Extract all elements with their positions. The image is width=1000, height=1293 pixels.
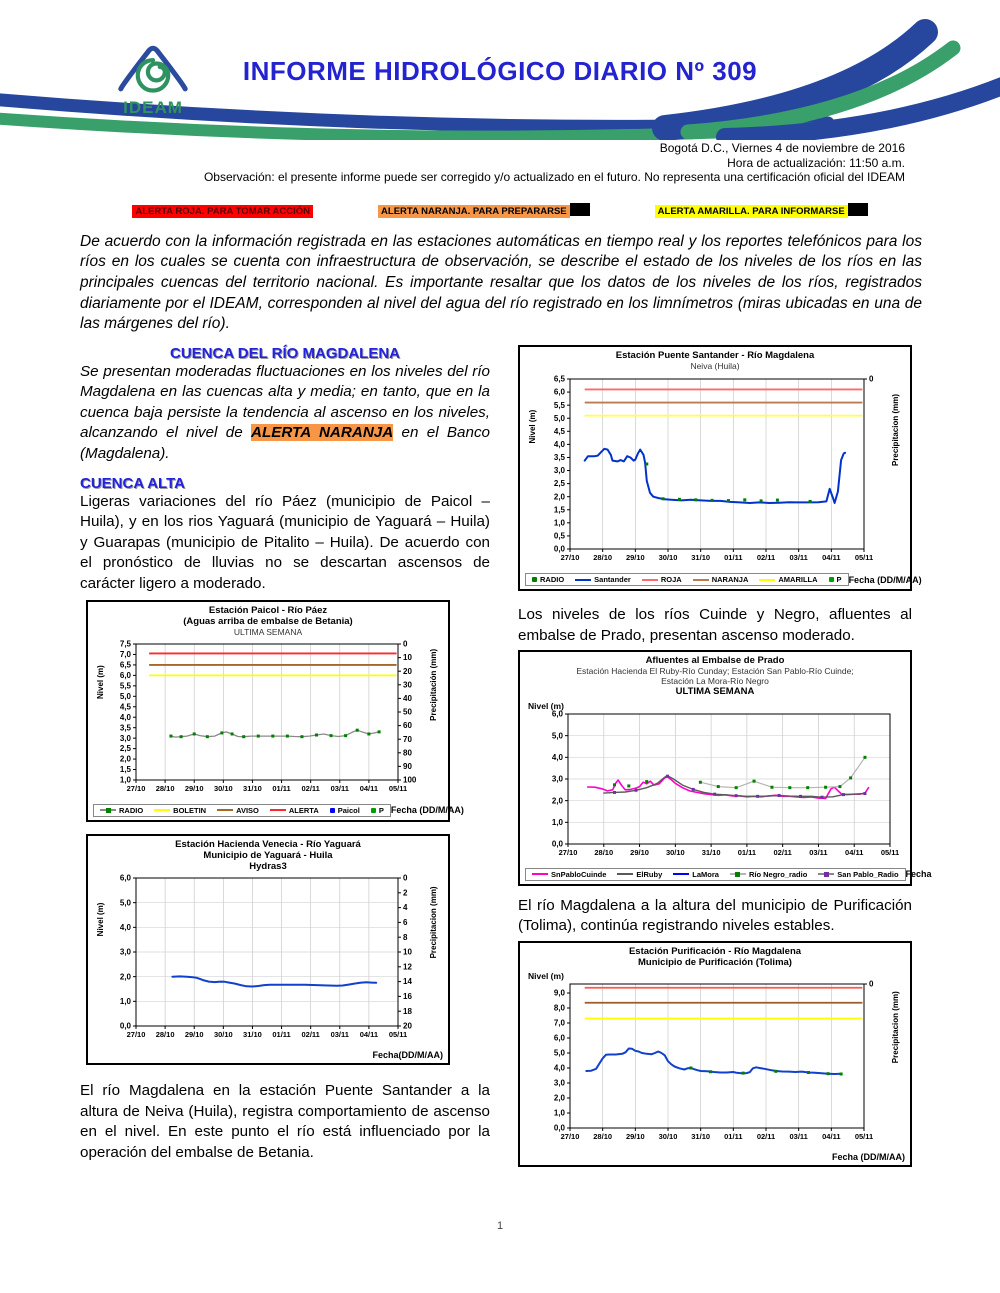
legend-item — [673, 870, 719, 879]
svg-text:5,0: 5,0 — [119, 898, 131, 908]
svg-text:5,0: 5,0 — [553, 1048, 565, 1058]
svg-text:04/11: 04/11 — [822, 553, 841, 563]
content-columns — [80, 345, 1000, 1167]
svg-text:6,5: 6,5 — [119, 660, 131, 670]
legend-swatch — [673, 873, 689, 875]
svg-text:0,0: 0,0 — [119, 1021, 131, 1031]
svg-text:30/10: 30/10 — [665, 847, 685, 857]
chart-bottom-row — [523, 572, 922, 587]
chart-title-line: Afluentes al Embalse de Prado — [645, 655, 785, 667]
svg-text:4,0: 4,0 — [553, 440, 565, 450]
svg-text:0: 0 — [403, 873, 408, 883]
observation-line: Observación: el presente informe puede ser corregido y/o actualizado en el futuro. No representa una certificación oficial del IDEAM — [203, 170, 905, 185]
legend-label: ROJA — [660, 575, 682, 585]
svg-text:7,5: 7,5 — [119, 639, 131, 649]
svg-text:29/10: 29/10 — [625, 1132, 645, 1142]
legend-item — [818, 870, 898, 879]
svg-text:14: 14 — [403, 977, 412, 987]
intro-paragraph: De acuerdo con la información registrada en las estaciones automáticas en tiempo real y los reportes telefónicos para los ríos en los cuales se cuenta con infraestructura de observación, se describe el estado de los niveles de los ríos en las principales cuencas del territorio nacional. Es importante resaltar que los datos de los niveles de los ríos, registrados diariamente por el IDEAM, corresponden al nivel del agua del río registrado en los limnímetros (miras ubicadas en una de las márgenes del río). — [80, 232, 922, 333]
chart-hacienda-venecia — [91, 872, 445, 1044]
svg-text:01/11: 01/11 — [272, 783, 291, 793]
chart-titles — [523, 655, 907, 697]
svg-text:31/10: 31/10 — [243, 783, 262, 793]
x-axis-label: Fecha — [905, 869, 932, 880]
svg-text:20: 20 — [403, 1021, 412, 1031]
x-axis-label: Fecha(DD/M/AA) — [372, 1050, 443, 1061]
svg-text:50: 50 — [403, 707, 412, 717]
legend-item — [829, 575, 842, 584]
svg-text:5,0: 5,0 — [553, 413, 565, 423]
svg-text:02/11: 02/11 — [756, 553, 776, 563]
alert-chip-roja-label: ALERTA ROJA. PARA TOMAR ACCIÓN — [132, 205, 313, 218]
chart-legend — [525, 573, 849, 586]
legend-swatch — [217, 809, 233, 811]
svg-text:0,0: 0,0 — [551, 839, 563, 849]
chart-titles — [523, 350, 907, 371]
svg-text:28/10: 28/10 — [155, 783, 175, 793]
svg-text:1,0: 1,0 — [551, 817, 563, 827]
svg-text:Nivel (m): Nivel (m) — [96, 902, 105, 937]
svg-text:01/11: 01/11 — [724, 1132, 743, 1142]
svg-text:Precipitacion (mm): Precipitacion (mm) — [891, 991, 900, 1064]
chart-paicol — [91, 638, 445, 798]
chart-title-line: Estación Hacienda Venecia - Río Yaguará — [175, 838, 361, 850]
svg-text:18: 18 — [403, 1006, 412, 1016]
redaction-box — [570, 203, 590, 216]
legend-swatch — [532, 577, 537, 582]
legend-swatch — [371, 808, 376, 813]
svg-text:4,0: 4,0 — [551, 752, 563, 762]
svg-text:02/11: 02/11 — [301, 1030, 320, 1040]
svg-text:2,0: 2,0 — [551, 795, 563, 805]
right-column — [518, 345, 932, 1167]
legend-swatch — [100, 809, 116, 811]
x-axis-label: Fecha (DD/M/AA) — [390, 805, 464, 815]
legend-swatch — [829, 577, 834, 582]
svg-text:02/11: 02/11 — [756, 1132, 776, 1142]
svg-text:Precipitacion (mm): Precipitacion (mm) — [891, 394, 900, 467]
alert-chip-roja — [132, 201, 313, 219]
legend-item — [217, 806, 259, 815]
svg-text:6,0: 6,0 — [551, 709, 563, 719]
svg-text:04/11: 04/11 — [359, 1030, 379, 1040]
page-title: INFORME HIDROLÓGICO DIARIO Nº 309 — [242, 56, 758, 86]
alerta-naranja-highlight: ALERTA NARANJA — [250, 424, 394, 442]
svg-text:3,0: 3,0 — [119, 947, 131, 957]
prado-paragraph: Los niveles de los ríos Cuinde y Negro, afluentes al embalse de Prado, presentan ascenso moderado. — [518, 606, 912, 644]
legend-item — [154, 806, 206, 815]
svg-text:9,0: 9,0 — [553, 988, 565, 998]
svg-text:30/10: 30/10 — [658, 553, 678, 563]
legend-swatch — [154, 809, 170, 811]
svg-text:31/10: 31/10 — [701, 847, 721, 857]
svg-text:3,0: 3,0 — [553, 466, 565, 476]
chart-title-line: Neiva (Huila) — [690, 361, 740, 372]
svg-text:Nivel (m): Nivel (m) — [528, 971, 564, 982]
date-line: Bogotá D.C., Viernes 4 de noviembre de 2016 — [659, 141, 905, 155]
legend-label: Paicol — [337, 805, 360, 815]
svg-text:Precipitación (mm): Precipitación (mm) — [429, 648, 438, 721]
legend-label: Santander — [594, 575, 631, 585]
alert-chip-naranja-label: ALERTA NARANJA. PARA PREPARARSE — [378, 205, 570, 218]
svg-text:4,0: 4,0 — [553, 1063, 565, 1073]
redaction-box — [848, 203, 868, 216]
legend-item — [330, 806, 360, 815]
svg-text:28/10: 28/10 — [594, 847, 614, 857]
legend-item — [270, 806, 319, 815]
svg-text:04/11: 04/11 — [845, 847, 864, 857]
chart-box-hacienda-venecia — [86, 834, 450, 1066]
svg-text:10: 10 — [403, 947, 412, 957]
ideam-logo-text: IDEAM — [123, 98, 183, 117]
purificacion-paragraph: El río Magdalena a la altura del municipio de Purificación (Tolima), continúa registrando niveles estables. — [518, 896, 912, 935]
magdalena-paragraph — [80, 362, 490, 465]
alert-legend-row — [0, 201, 1000, 219]
svg-text:1,0: 1,0 — [119, 997, 131, 1007]
chart-title-line: ULTIMA SEMANA — [233, 627, 303, 638]
svg-text:4,5: 4,5 — [119, 701, 131, 711]
svg-text:2: 2 — [403, 888, 408, 898]
legend-label: RADIO — [119, 805, 144, 815]
svg-text:31/10: 31/10 — [691, 1132, 711, 1142]
svg-text:01/11: 01/11 — [724, 553, 743, 563]
svg-text:01/11: 01/11 — [737, 847, 757, 857]
chart-titles — [91, 839, 445, 873]
legend-swatch — [617, 873, 633, 875]
chart-title-line: Municipio de Yaguará - Huila — [203, 849, 333, 861]
svg-text:20: 20 — [403, 666, 412, 676]
svg-text:28/10: 28/10 — [155, 1030, 175, 1040]
svg-text:Precipitacion (mm): Precipitacion (mm) — [429, 886, 438, 959]
chart-title-line: Estación Puente Santander - Río Magdalena — [615, 349, 815, 361]
chart-title-line: Estación Purificación - Río Magdalena — [628, 945, 802, 957]
legend-label: ALERTA — [288, 805, 319, 815]
svg-text:27/10: 27/10 — [558, 847, 578, 857]
magdalena-text-after: en el Banco (Magdalena). — [80, 424, 490, 462]
legend-swatch — [693, 579, 709, 581]
legend-item — [532, 870, 606, 879]
svg-text:8,0: 8,0 — [553, 1003, 565, 1013]
svg-text:2,0: 2,0 — [119, 754, 131, 764]
legend-item — [532, 575, 564, 584]
svg-text:03/11: 03/11 — [330, 1030, 349, 1040]
legend-swatch — [759, 579, 775, 581]
svg-text:80: 80 — [403, 747, 412, 757]
cuenca-alta-paragraph: Ligeras variaciones del río Páez (municipio de Paicol – Huila), y en los rios Yaguará (municipio de Yaguará – Huila) y Guarapas (municipio de Pitalito – Huila). De acuerdo con el pronóstico de lluvias no se descartan ascensos de carácter ligero a moderado. — [80, 492, 490, 592]
legend-label: AVISO — [236, 805, 259, 815]
svg-text:05/11: 05/11 — [854, 1132, 874, 1142]
svg-text:7,0: 7,0 — [119, 649, 131, 659]
svg-text:03/11: 03/11 — [789, 1132, 808, 1142]
chart-bottom-row — [91, 803, 464, 818]
svg-text:29/10: 29/10 — [184, 1030, 204, 1040]
legend-swatch — [330, 808, 335, 813]
chart-puente-santander — [523, 371, 907, 567]
svg-text:31/10: 31/10 — [691, 553, 711, 563]
svg-text:5,0: 5,0 — [551, 730, 563, 740]
svg-text:30/10: 30/10 — [213, 1030, 233, 1040]
legend-swatch — [818, 873, 834, 875]
svg-text:29/10: 29/10 — [184, 783, 204, 793]
svg-text:3,5: 3,5 — [119, 722, 131, 732]
legend-label: Río Negro_radio — [748, 869, 808, 879]
date-block — [0, 141, 905, 185]
svg-text:31/10: 31/10 — [243, 1030, 262, 1040]
svg-text:29/10: 29/10 — [625, 553, 645, 563]
svg-text:03/11: 03/11 — [789, 553, 808, 563]
svg-text:2,0: 2,0 — [553, 1093, 565, 1103]
svg-text:2,0: 2,0 — [553, 492, 565, 502]
svg-text:0,0: 0,0 — [553, 1123, 565, 1133]
svg-text:70: 70 — [403, 734, 412, 744]
legend-item — [759, 575, 817, 584]
chart-title-line: ULTIMA SEMANA — [675, 686, 755, 698]
svg-text:5,5: 5,5 — [119, 680, 131, 690]
svg-text:1,5: 1,5 — [119, 764, 131, 774]
chart-title-line: Estación La Mora-Río Negro — [661, 676, 769, 687]
svg-text:12: 12 — [403, 962, 412, 972]
svg-text:1,0: 1,0 — [553, 518, 565, 528]
x-axis-label: Fecha (DD/M/AA) — [831, 1152, 905, 1163]
svg-text:6,0: 6,0 — [119, 873, 131, 883]
svg-text:6: 6 — [403, 918, 408, 928]
svg-text:0,0: 0,0 — [553, 544, 565, 554]
svg-text:1,0: 1,0 — [553, 1108, 565, 1118]
chart-title-line: Estación Hacienda El Ruby-Río Cunday; Estación San Pablo-Río Cuinde; — [576, 666, 854, 677]
legend-label: AMARILLA — [778, 575, 818, 585]
legend-swatch — [532, 873, 548, 875]
alert-chip-naranja — [378, 201, 590, 219]
svg-text:10: 10 — [403, 652, 412, 662]
chart-legend — [93, 804, 391, 817]
svg-text:1,0: 1,0 — [119, 775, 131, 785]
chart-title-line: Hydras3 — [249, 860, 287, 872]
chart-titles — [91, 605, 445, 637]
svg-text:4,5: 4,5 — [553, 427, 565, 437]
legend-label: LaMora — [692, 869, 719, 879]
svg-text:Nivel (m): Nivel (m) — [528, 700, 564, 711]
alert-chip-amarilla — [655, 201, 868, 219]
legend-item — [575, 575, 631, 584]
svg-text:100: 100 — [403, 775, 417, 785]
chart-bottom-row — [91, 1049, 445, 1061]
chart-title-line: Estación Paicol - Río Páez — [208, 605, 328, 617]
legend-swatch — [730, 873, 746, 875]
svg-text:30/10: 30/10 — [213, 783, 233, 793]
alert-chip-amarilla-label: ALERTA AMARILLA. PARA INFORMARSE — [655, 205, 848, 218]
svg-text:0: 0 — [869, 979, 874, 989]
legend-item — [617, 870, 662, 879]
svg-text:02/11: 02/11 — [301, 783, 320, 793]
chart-titles — [523, 946, 907, 968]
svg-text:27/10: 27/10 — [560, 1132, 580, 1142]
svg-text:2,5: 2,5 — [553, 479, 565, 489]
chart-title-line: (Aguas arriba de embalse de Betania) — [183, 616, 353, 628]
svg-text:03/11: 03/11 — [809, 847, 828, 857]
legend-item — [730, 870, 807, 879]
chart-box-purificacion — [518, 941, 912, 1167]
svg-text:6,0: 6,0 — [553, 1033, 565, 1043]
magdalena-text-before: Se presentan moderadas fluctuaciones en los niveles del río Magdalena en las cuencas alta y media; en tanto, que en la cuenca baja persiste la tendencia al ascenso en los niveles, alcanzando el nivel de — [80, 362, 490, 442]
svg-text:3,0: 3,0 — [553, 1078, 565, 1088]
svg-text:28/10: 28/10 — [593, 1132, 613, 1142]
chart-box-embalse-prado — [518, 650, 932, 885]
page-number: 1 — [496, 1220, 504, 1232]
svg-text:Nivel (m): Nivel (m) — [96, 664, 105, 699]
chart-bottom-row — [523, 1151, 907, 1163]
svg-text:4: 4 — [403, 903, 408, 913]
santander-paragraph: El río Magdalena en la estación Puente Santander a la altura de Neiva (Huila), registra comportamiento de ascenso en el nivel. En este punto el río está influenciado por la operación del embalse de Betania. — [80, 1082, 490, 1161]
svg-text:28/10: 28/10 — [593, 553, 613, 563]
svg-text:16: 16 — [403, 992, 412, 1002]
svg-text:4,0: 4,0 — [119, 923, 131, 933]
svg-text:04/11: 04/11 — [359, 783, 379, 793]
legend-item — [693, 575, 749, 584]
svg-text:2,0: 2,0 — [119, 972, 131, 982]
legend-item — [100, 806, 143, 815]
legend-label: RADIO — [540, 575, 565, 585]
legend-swatch — [642, 579, 658, 581]
svg-text:02/11: 02/11 — [773, 847, 792, 857]
svg-text:0: 0 — [403, 639, 408, 649]
chart-box-puente-santander — [518, 345, 922, 591]
x-axis-label: Fecha (DD/M/AA) — [848, 574, 922, 585]
svg-text:01/11: 01/11 — [272, 1030, 291, 1040]
legend-label: NARANJA — [711, 575, 749, 585]
svg-text:3,5: 3,5 — [553, 453, 565, 463]
legend-label: BOLETIN — [173, 805, 207, 815]
chart-purificacion — [523, 968, 907, 1146]
left-column — [80, 345, 490, 1167]
svg-text:27/10: 27/10 — [126, 1030, 146, 1040]
svg-text:1,5: 1,5 — [553, 505, 565, 515]
svg-text:60: 60 — [403, 720, 412, 730]
svg-text:05/11: 05/11 — [388, 1030, 408, 1040]
update-time-line: Hora de actualización: 11:50 a.m. — [727, 155, 905, 170]
svg-text:90: 90 — [403, 761, 412, 771]
report-header — [0, 0, 1000, 135]
chart-title-line: Municipio de Purificación (Tolima) — [638, 956, 792, 968]
svg-text:3,0: 3,0 — [551, 774, 563, 784]
chart-bottom-row — [523, 867, 932, 882]
svg-text:05/11: 05/11 — [388, 783, 408, 793]
chart-legend — [525, 868, 906, 881]
svg-text:6,0: 6,0 — [553, 387, 565, 397]
svg-text:0: 0 — [869, 374, 874, 384]
svg-text:03/11: 03/11 — [330, 783, 349, 793]
chart-box-paicol — [86, 600, 464, 821]
heading-cuenca-magdalena: CUENCA DEL RÍO MAGDALENA — [169, 344, 400, 362]
legend-label: SnPabloCuinde — [551, 869, 607, 879]
svg-text:27/10: 27/10 — [126, 783, 146, 793]
svg-text:29/10: 29/10 — [630, 847, 649, 857]
svg-text:05/11: 05/11 — [854, 553, 874, 563]
svg-text:5,5: 5,5 — [553, 400, 565, 410]
svg-text:4,0: 4,0 — [119, 712, 131, 722]
chart-embalse-prado — [523, 698, 907, 862]
svg-text:8: 8 — [403, 932, 408, 942]
svg-text:6,0: 6,0 — [119, 670, 131, 680]
svg-text:7,0: 7,0 — [553, 1018, 565, 1028]
svg-text:30/10: 30/10 — [658, 1132, 678, 1142]
legend-swatch — [575, 579, 591, 581]
svg-text:3,0: 3,0 — [119, 733, 131, 743]
svg-text:05/11: 05/11 — [880, 847, 900, 857]
legend-label: P — [378, 805, 384, 815]
svg-text:27/10: 27/10 — [560, 553, 580, 563]
svg-text:40: 40 — [403, 693, 412, 703]
legend-label: P — [836, 575, 842, 585]
heading-cuenca-alta: CUENCA ALTA — [80, 474, 185, 492]
svg-text:6,5: 6,5 — [553, 374, 565, 384]
svg-text:0,5: 0,5 — [553, 531, 565, 541]
legend-swatch — [270, 809, 286, 811]
svg-text:04/11: 04/11 — [822, 1132, 841, 1142]
legend-label: ElRuby — [636, 869, 663, 879]
svg-text:30: 30 — [403, 679, 412, 689]
legend-label: San Pablo_Radio — [837, 869, 899, 879]
legend-item — [642, 575, 682, 584]
svg-text:2,5: 2,5 — [119, 743, 131, 753]
svg-text:Nivel (m): Nivel (m) — [528, 409, 537, 444]
svg-text:5,0: 5,0 — [119, 691, 131, 701]
legend-item — [371, 806, 384, 815]
